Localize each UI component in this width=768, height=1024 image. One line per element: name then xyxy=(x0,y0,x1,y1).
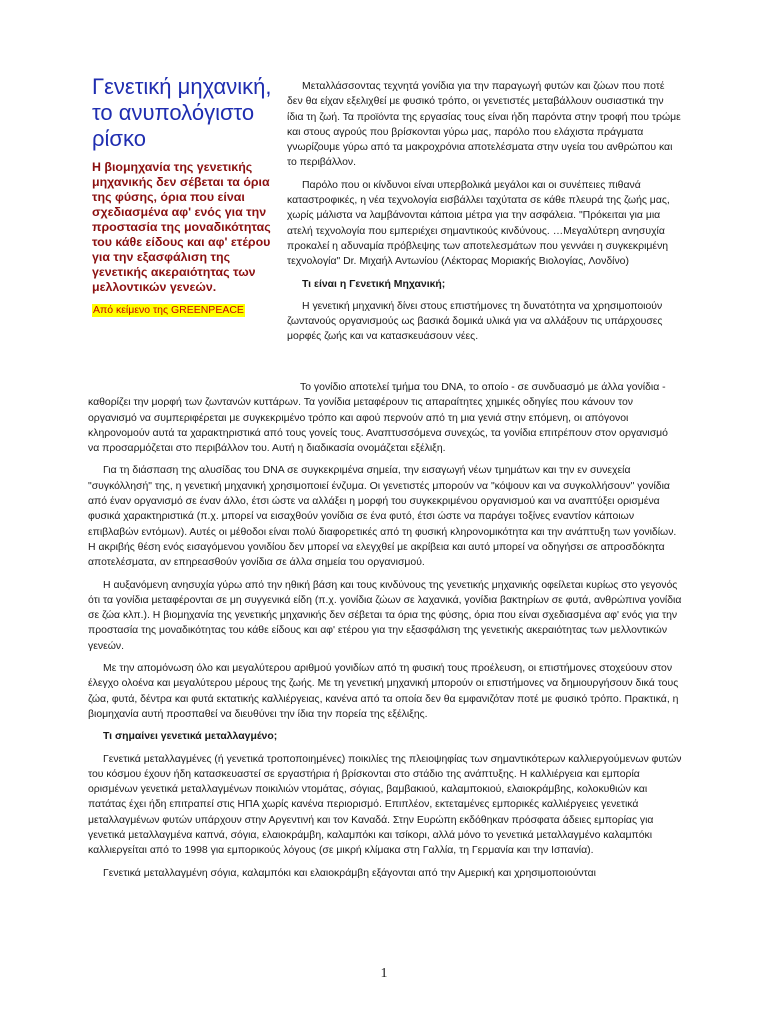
right-column xyxy=(287,79,681,352)
intro-paragraph: Μεταλλάσσοντας τεχνητά γονίδια για την παραγωγή φυτών και ζώων που ποτέ δεν θα είχαν εξελιχθεί με φυσικό τρόπο, οι γενετιστές μεταβάλλουν ουσιαστικά την ίδια τη ζωή. Τα προϊόντα της εργασίας τους είναι ήδη παρόντα στην τροφή που τρώμε και στους αγρούς που βρίσκονται γύρω μας, παρόλο που ελάχιστα πράγματα γνωρίζουμε γύρω από τα μακροχρόνια αποτελέσματα στην υγεία του ανθρώπου και το περιβάλλον. xyxy=(287,81,681,169)
sidebar-box xyxy=(92,74,282,318)
page-number: 1 xyxy=(380,966,388,981)
control-paragraph: Με την απομόνωση όλο και μεγαλύτερου αριθμού γονιδίων από τη φυσική τους προέλευση, οι επιστήμονες στοχεύουν στον έλεγχο ολοένα και μεγαλύτερου μέρους της ζωής. Με τη γενετική μηχανική μπορούν οι επιστήμονες να δημιουργήσουν δικά τους ζώα, φυτά, δέντρα και φυτά εκτατικής καλλιέργειας, κανένα από τα οποία δεν θα εμφανιζόταν ποτέ με φυσικό τρόπο. Πρακτικά, η βιομηχανία αυτή προσπαθεί να διευθύνει την ίδια την πορεία της εξέλιξης. xyxy=(88,663,679,720)
section-heading: Τι σημαίνει γενετικά μεταλλαγμένο; xyxy=(103,731,278,743)
risks-paragraph: Παρόλο που οι κίνδυνοι είναι υπερβολικά μεγάλοι και οι συνέπειες πιθανά καταστροφικές, η νέα τεχνολογία εισβάλλει ταχύτατα σε κάθε πλευρά της ζωής μας, χωρίς μάλιστα να λαμβάνονται κάποια μέτρα για την ασφάλεια. "Πρόκειται για μια ατελή τεχνολογία που εμπεριέχει σημαντικούς κινδύνους. …Μεγαλύτερη ανησυχία προκαλεί η αδυναμία πρόβλεψης των αποτελεσμάτων που γεννάει η συγκεκριμένη τεχνολογία" Dr. Μιχαήλ Αντωνίου (Λέκτορας Μοριακής Βιολογίας, Λονδίνο) xyxy=(287,179,670,268)
section-heading: Τι είναι η Γενετική Μηχανική; xyxy=(302,278,446,290)
page-title: Γενετική μηχανική, το ανυπολόγιστο ρίσκο xyxy=(92,74,272,151)
lead-paragraph: Η βιομηχανία της γενετικής μηχανικής δεν σέβεται τα όρια της φύσης, όρια που είναι σχεδιασμένα αφ' ενός για την προστασία της μοναδικότητας του κάθε είδους και αφ' ετέρου για την εξασφάλιση της γενετικής ακεραιότητας των μελλοντικών γενεών. xyxy=(92,160,271,294)
export-paragraph: Γενετικά μεταλλαγμένη σόγια, καλαμπόκι και ελαιοκράμβη εξάγονται από την Αμερική και χρησιμοποιούνται xyxy=(103,867,596,879)
enzymes-paragraph: Για τη διάσπαση της αλυσίδας του DNA σε συγκεκριμένα σημεία, την εισαγωγή νέων τμημάτων και την εν συνεχεία "συγκόλλησή" της, η γενετική μηχανική χρησιμοποιεί ένζυμα. Οι γενετιστές μπορούν να "κόψουν και να συγκολλήσουν" γονίδια από έναν οργανισμό σε έναν άλλο, έτσι ώστε να αλλάξει η μορφή του συγκεκριμένου οργανισμού και να αναπτύξει ορισμένα φυσικά χαρακτηριστικά (π.χ. μπορεί να εισαχθούν γονίδια σε ένα φυτό, έτσι ώστε να παράγει τοξίνες εναντίον κάποιων επιβλαβών εντόμων). Αυτές οι μέθοδοι είναι πολύ διαφορετικές από τη φυσική κληρονομικότητα και την ανάπτυξη των γονιδίων. Η ακριβής θέση ενός εισαγόμενου γονιδίου δεν μπορεί να ελεγχθεί με ακρίβεια και αυτό μπορεί να οδηγήσει σε απροσδόκητα αποτελέσματα, αν επηρεασθούν γονίδια σε άλλα σημεία του οργανισμού. xyxy=(88,465,677,569)
gmo-varieties-paragraph: Γενετικά μεταλλαγμένες (ή γενετικά τροποποιημένες) ποικιλίες της πλειοψηφίας των σημαντικότερων καλλιεργούμενων φυτών του κόσμου έχουν ήδη κατασκευαστεί σε εργαστήρια ή βρίσκονται στο στάδιο της ανάπτυξης. Η καλλιέργεια και εμπορία ορισμένων γενετικά μεταλλαγμένων ποικιλιών ντομάτας, σόγιας, βαμβακιού, καλαμποκιού, ελαιοκράμβης, κολοκυθιών και πατάτας έχει ήδη επιτραπεί στις ΗΠΑ χωρίς κανένα περιορισμό. Επιπλέον, εκτεταμένες εμπορικές καλλιέργειες γενετικά μεταλλαγμένων φυτών υπάρχουν στην Αργεντινή και τον Καναδά. Στην Ευρώπη εκδόθηκαν πρόσφατα άδειες εμπορίας για γενετικά μεταλλαγμένα καπνά, σόγια, ελαιοκράμβη, καλαμπόκι και τσίκορι, αλλά μόνο το γενετικά μεταλλαγμένο καλαμπόκι καλλιεργείται από το 1998 για εμπορικούς λόγους (σε μικρή κλίμακα στη Γαλλία, τη Γερμανία και την Ισπανία). xyxy=(88,753,682,857)
source-note: Από κείμενο της GREENPEACE xyxy=(93,304,244,316)
gene-paragraph: Το γονίδιο αποτελεί τμήμα του DNA, το οποίο - σε συνδυασμό με άλλα γονίδια - καθορίζει την μορφή των ζωντανών κυττάρων. Τα γονίδια μεταφέρουν τις απαραίτητες χημικές οδηγίες που κάνουν τον οργανισμό να συμπεριφέρεται με συγκεκριμένο τρόπο και αφού περνούν από τη μια γενιά στην επόμενη, οι απόγονοι κληρονομούν αυτά τα χαρακτηριστικά από τους γονείς τους. Αναπτυσσόμενα συνεχώς, τα γονίδια επιτρέπουν στον οργανισμό να προσαρμόζεται στο περιβάλλον του. Αυτή η διαδικασία ονομάζεται εξέλιξη. xyxy=(88,382,668,455)
main-body xyxy=(88,380,682,888)
concern-paragraph: Η αυξανόμενη ανησυχία γύρω από την ηθική βάση και τους κινδύνους της γενετικής μηχανικής οφείλεται κυρίως στο γεγονός ότι τα γονίδια μεταφέρονται σε μη συγγενικά είδη (π.χ. γονίδια ζώων σε λαχανικά, γονίδια βακτηρίων σε φυτά, ανθρώπινα γονίδια σε ζώα κλπ.). Η βιομηχανία της γενετικής μηχανικής δεν σέβεται τα όρια της φύσης, όρια που είναι σχεδιασμένα αφ' ενός για την προστασία της μοναδικότητας του κάθε είδους και αφ' ετέρου για την εξασφάλιση της γενετικής ακεραιότητας των μελλοντικών γενεών. xyxy=(88,579,682,652)
definition-paragraph: Η γενετική μηχανική δίνει στους επιστήμονες τη δυνατότητα να χρησιμοποιούν ζωντανούς οργανισμούς ως βασικά δομικά υλικά για να αλλάξουν τις υπάρχουσες μορφές ζωής και να κατασκευάσουν νέες. xyxy=(287,300,663,343)
